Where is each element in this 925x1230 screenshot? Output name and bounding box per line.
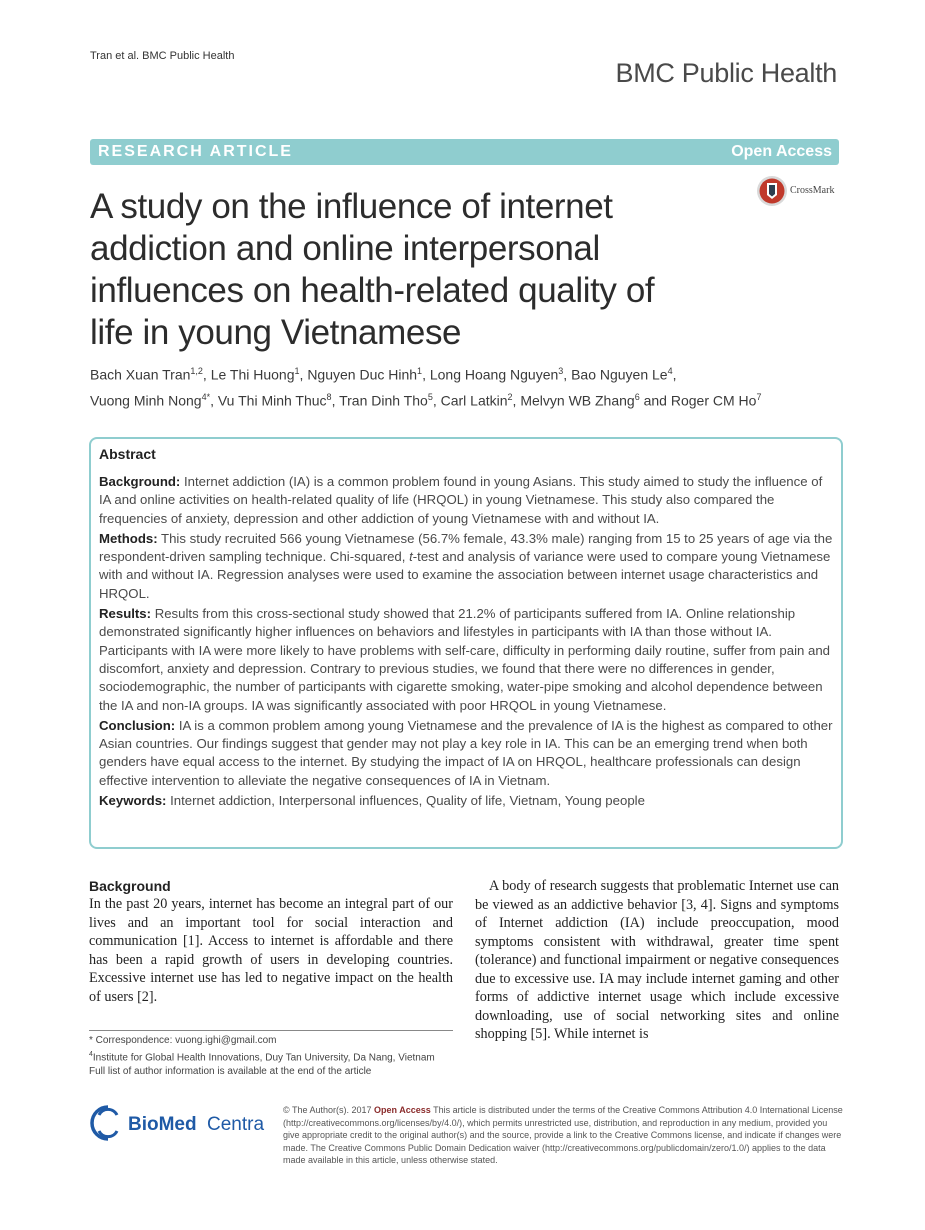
author-affiliation-sup: 6 — [634, 391, 640, 402]
biomed-central-icon — [90, 1105, 265, 1141]
affiliation-sup: 4 — [89, 1051, 93, 1058]
affiliation-note — [89, 1048, 453, 1065]
author-name: Tran Dinh Tho — [339, 392, 428, 409]
author-affiliation-sup: 1,2 — [190, 366, 203, 376]
author-name: Melvyn WB Zhang — [520, 392, 635, 409]
abstract-methods-text-a: This study recruited 566 young Vietnamese (56.7% female, 43.3% male) ranging from 15 to 25 years of age via the respondent-driven sampling technique. Chi-squared, — [99, 530, 833, 565]
abstract-keywords-label: Keywords: — [99, 793, 167, 809]
abstract-conclusion-text: IA is a common problem among young Vietnamese and the prevalence of IA is the highest as compared to other Asian countries. Our findings suggest that gender may not play a key role in IA. This can be an emerging trend when both genders have equal access to the internet. By studying the impact of IA on HRQOL, healthcare professionals can design effective intervention to alleviate the negative consequences of IA in Vietnam. — [99, 717, 833, 788]
abstract-keywords — [99, 792, 835, 810]
abstract-keywords-text: Internet addiction, Interpersonal influences, Quality of life, Vietnam, Young people — [170, 793, 645, 809]
author-name: Le Thi Huong — [210, 366, 295, 383]
author-affiliation-sup: 2 — [507, 391, 513, 402]
running-head: Tran et al. BMC Public Health — [90, 50, 235, 62]
author-affiliation-sup: 1 — [294, 366, 300, 376]
author-info-note: Full list of author information is available at the end of the article — [89, 1066, 372, 1078]
biomed-central-logo — [90, 1105, 265, 1141]
abstract-methods-label: Methods: — [99, 530, 158, 546]
body-paragraph: In the past 20 years, internet has become an integral part of our lives and an important tool for social interaction and communication [1]. Access to internet is affordable and there has been a rapid growth of users in developing countries. Excessive internet use has led to negative impact on the health of users [2]. — [89, 896, 453, 1005]
author-conjunction: and — [643, 392, 667, 409]
logo-text-biomed: BioMed — [128, 1114, 197, 1135]
body-paragraph: A body of research suggests that problematic Internet use can be viewed as an addictive behavior [3, 4]. Signs and symptoms of Internet addiction (IA) include preoccupation, mood symptoms consistent with withdrawal, greater time spent (tolerance) and functional impairment or negative consequences due to excessive use. IA may include internet gaming and other forms of addictive internet usage which include excessive downloading, use of social networking sites and online shopping [5]. While internet is — [475, 878, 839, 1042]
abstract-conclusion — [99, 717, 835, 790]
abstract-methods — [99, 530, 835, 603]
abstract-methods-text-b: -test and analysis of variance were used to compare young Vietnamese with and without IA. Regression analyses were used to examine the association between internet usage characteristics and HRQOL. — [99, 549, 831, 601]
author-list: Bach Xuan Tran$^{1,2}$, Le Thi Huong$^1$, Nguyen Duc Hinh$^1$, Long Hoang Nguyen$^3$, Bao Nguyen Le$^4$, Vuong Minh Nong$^{4*}$, Vu Thi Minh Thuc$^8$, Tran Dinh Tho$^5$, Carl Latkin$^2$, Melvyn WB Zhang$^6$ and Roger CM Ho$^7$ — [90, 366, 762, 409]
author-name: Roger CM Ho — [670, 392, 757, 409]
author-name: Bach Xuan Tran — [90, 366, 191, 383]
affiliation-text: Institute for Global Health Innovations, Duy Tan University, Da Nang, Vietnam — [92, 1052, 435, 1064]
author-affiliation-sup: 7 — [756, 391, 762, 402]
body-column-right — [475, 877, 839, 1044]
section-heading-background: Background — [89, 878, 171, 894]
license-text: This article is distributed under the terms of the Creative Commons Attribution 4.0 International License (http://creativecommons.org/licenses/by/4.0/), which permits unrestricted use, distribution, and reproduction in any medium, provided you give appropriate credit to the original author(s) and the source, provide a link to the Creative Commons license, and indicate if changes were made. The Creative Commons Public Domain Dedication waiver (http://creativecommons.org/publicdomain/zero/1.0/) applies to the data made available in this article, unless otherwise stated. — [283, 1105, 843, 1166]
license-statement — [283, 1104, 843, 1167]
crossmark-label: CrossMark — [790, 185, 835, 196]
body-column-left — [89, 877, 453, 1006]
abstract-results-label: Results: — [99, 606, 152, 622]
abstract-background — [99, 473, 835, 528]
abstract-conclusion-label: Conclusion: — [99, 717, 176, 733]
logo-text-central: Central — [207, 1114, 265, 1135]
author-name: Nguyen Duc Hinh — [307, 366, 418, 383]
author-name: Bao Nguyen Le — [571, 366, 668, 383]
crossmark-badge[interactable] — [756, 175, 835, 212]
abstract-results — [99, 605, 835, 715]
author-name: Vu Thi Minh Thuc — [217, 392, 327, 409]
correspondence-note: * Correspondence: vuong.ighi@gmail.com — [89, 1035, 277, 1046]
footnote-divider — [89, 1030, 453, 1031]
article-type-banner — [90, 139, 839, 165]
author-affiliation-sup: 8 — [326, 391, 332, 402]
author-name: Long Hoang Nguyen — [429, 366, 559, 383]
abstract-results-text: Results from this cross-sectional study showed that 21.2% of participants suffered from IA. Online relationship demonstrated significantly higher influences on behaviors and lifestyles in participants with IA than those without IA. Participants with IA were more likely to have problems with self-care, difficulty in performing daily routine, suffer from pain and discomfort, anxiety and depression. Contrary to previous studies, we found that there were no differences in gender, sociodemographic, the number of participants with cigarette smoking, water-pipe smoking and alcohol dependence between the IA and non-IA groups. IA was significantly associated with poor HRQOL in young Vietnamese. — [99, 606, 831, 713]
author-affiliation-sup: 4* — [201, 391, 211, 402]
crossmark-icon — [756, 175, 788, 207]
abstract-background-label: Background: — [99, 474, 181, 489]
author-affiliation-sup: 1 — [417, 366, 423, 376]
author-affiliation-sup: 5 — [427, 391, 433, 402]
copyright-text: © The Author(s). 2017 — [283, 1105, 372, 1115]
abstract-box — [89, 437, 843, 849]
author-name: Vuong Minh Nong — [90, 392, 202, 409]
open-access-label: Open Access — [731, 143, 832, 160]
article-title: A study on the influence of internet addiction and online interpersonal influences on health-related quality of life in young Vietnamese — [90, 187, 655, 352]
author-affiliation-sup: 4 — [667, 366, 673, 376]
author-name: Carl Latkin — [440, 392, 508, 409]
journal-name: BMC Public Health — [615, 58, 837, 88]
abstract-heading: Abstract — [99, 446, 156, 462]
abstract-background-text: Internet addiction (IA) is a common problem found in young Asians. This study aimed to study the influence of IA and online activities on health-related quality of life (HRQOL) in young Vietnamese. This study also compared the frequencies of anxiety, depression and other addiction of young Vietnamese with and without IA. — [99, 474, 823, 526]
open-access-tag: Open Access — [374, 1105, 431, 1115]
author-affiliation-sup: 3 — [558, 366, 564, 376]
article-type-label: RESEARCH ARTICLE — [98, 143, 293, 160]
abstract-methods-italic: t — [409, 549, 413, 565]
footnotes — [89, 1034, 453, 1079]
